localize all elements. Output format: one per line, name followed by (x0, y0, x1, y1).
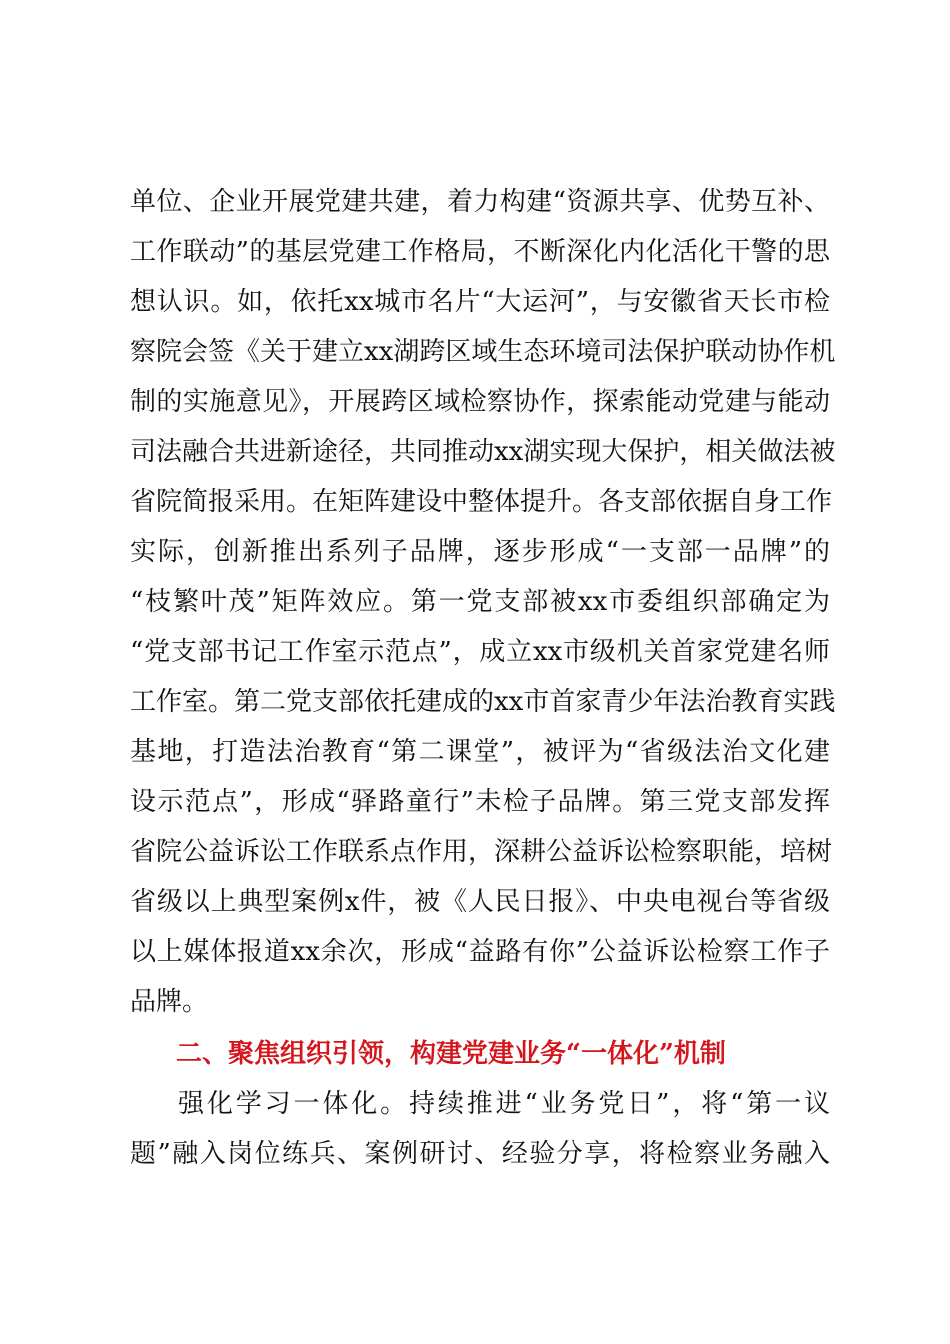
body-text-line: “党支部书记工作室示范点”，成立xx市级机关首家党建名师 (130, 637, 830, 667)
body-text-line: 单位、企业开展党建共建，着力构建“资源共享、优势互补、 (130, 187, 830, 217)
body-text-line: 设示范点”，形成“驿路童行”未检子品牌。第三党支部发挥 (130, 787, 830, 817)
body-text-line: “枝繁叶茂”矩阵效应。第一党支部被xx市委组织部确定为 (130, 587, 830, 617)
body-text-line: 实际，创新推出系列子品牌，逐步形成“一支部一品牌”的 (130, 537, 830, 567)
body-text-line: 强化学习一体化。持续推进“业务党日”，将“第一议 (178, 1089, 830, 1119)
body-text-line: 品牌。 (130, 987, 209, 1017)
body-text-line: 省院公益诉讼工作联系点作用，深耕公益诉讼检察职能，培树 (130, 837, 833, 867)
body-text-line: 工作联动”的基层党建工作格局，不断深化内化活化干警的思 (130, 237, 830, 267)
body-text-line: 以上媒体报道xx余次，形成“益路有你”公益诉讼检察工作子 (130, 937, 830, 967)
section-heading: 二、聚焦组织引领，构建党建业务“一体化”机制 (176, 1039, 726, 1069)
body-text-line: 制的实施意见》，开展跨区域检察协作，探索能动党建与能动 (130, 387, 830, 417)
body-text-line: 察院会签《关于建立xx湖跨区域生态环境司法保护联动协作机 (130, 337, 836, 367)
body-text-line: 省级以上典型案例x件，被《人民日报》、中央电视台等省级 (130, 887, 830, 917)
body-text-line: 工作室。第二党支部依托建成的xx市首家青少年法治教育实践 (130, 687, 836, 717)
body-text-line: 省院简报采用。在矩阵建设中整体提升。各支部依据自身工作 (130, 487, 833, 517)
body-text-line: 题”融入岗位练兵、案例研讨、经验分享，将检察业务融入 (130, 1139, 830, 1169)
body-text-line: 司法融合共进新途径，共同推动xx湖实现大保护，相关做法被 (130, 437, 836, 467)
body-text-line: 基地，打造法治教育“第二课堂”，被评为“省级法治文化建 (130, 737, 830, 767)
body-text-line: 想认识。如，依托xx城市名片“大运河”，与安徽省天长市检 (130, 287, 830, 317)
